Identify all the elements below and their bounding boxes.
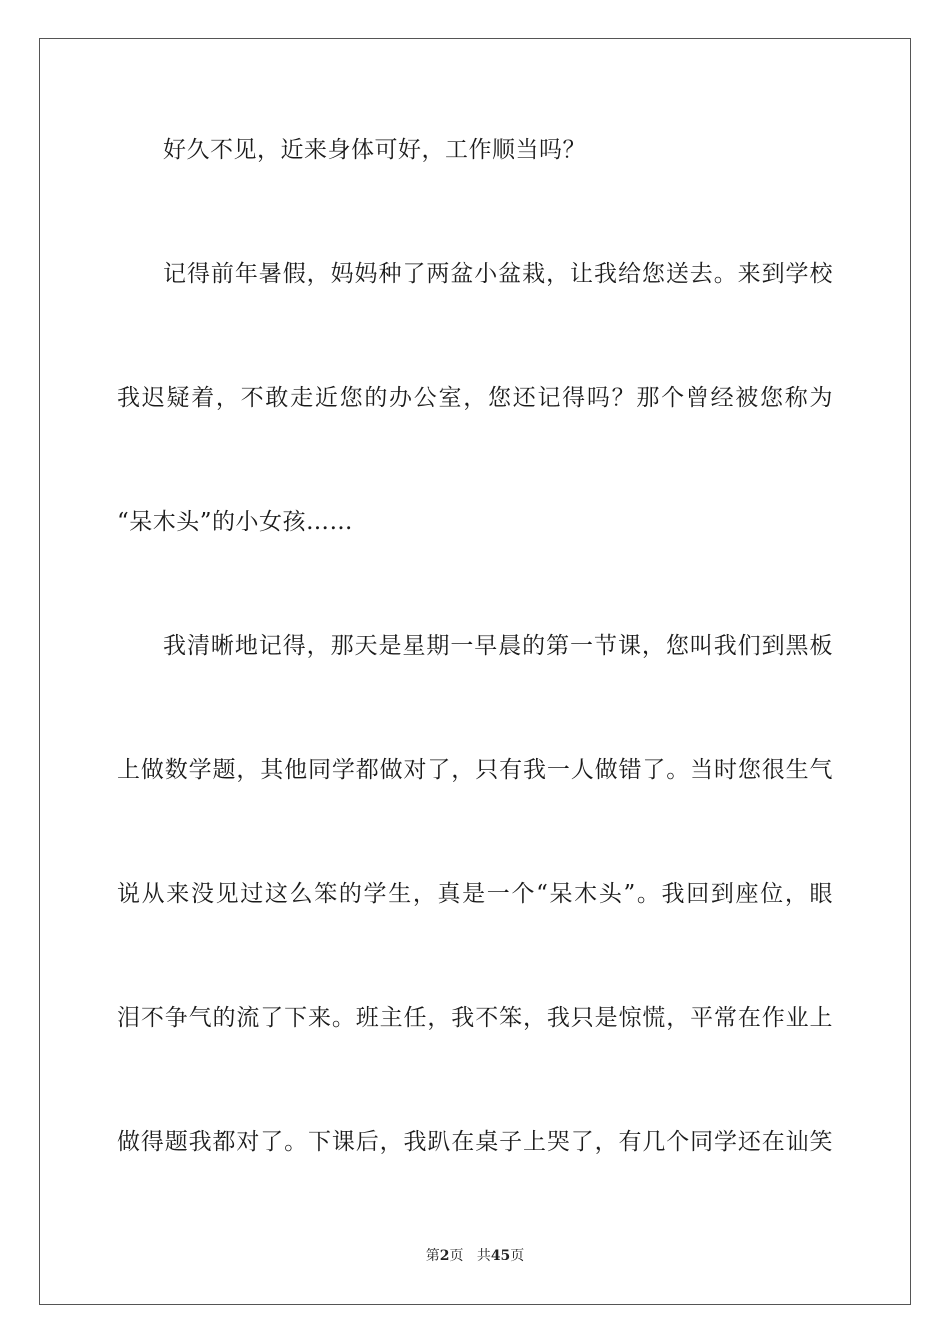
footer-total-prefix: 共 [476,1248,491,1264]
footer-prefix: 第 [425,1248,440,1264]
paragraph-line-4: “呆木头”的小女孩…… [117,509,354,535]
paragraph-line-8: 泪不争气的流了下来。班主任，我不笨，我只是惊慌，平常在作业上 [117,1005,833,1031]
page-footer [0,1247,950,1265]
paragraph-line-9: 做得题我都对了。下课后，我趴在桌子上哭了，有几个同学还在讪笑 [117,1129,833,1155]
footer-total-suffix: 页 [510,1248,525,1264]
page-frame [39,38,911,1305]
paragraph-line-2: 记得前年暑假，妈妈种了两盆小盆栽，让我给您送去。来到学校 [163,261,833,287]
footer-page-word: 页 [449,1248,464,1264]
footer-current-page: 2 [439,1248,450,1264]
paragraph-line-3: 我迟疑着，不敢走近您的办公室，您还记得吗？那个曾经被您称为 [117,385,833,411]
paragraph-line-1: 好久不见，近来身体可好，工作顺当吗？ [163,137,586,163]
paragraph-line-7: 说从来没见过这么笨的学生，真是一个“呆木头”。我回到座位，眼 [117,881,833,907]
paragraph-line-6: 上做数学题，其他同学都做对了，只有我一人做错了。当时您很生气 [117,757,833,783]
footer-total-pages: 45 [490,1248,511,1264]
paragraph-line-5: 我清晰地记得，那天是星期一早晨的第一节课，您叫我们到黑板 [163,633,833,659]
